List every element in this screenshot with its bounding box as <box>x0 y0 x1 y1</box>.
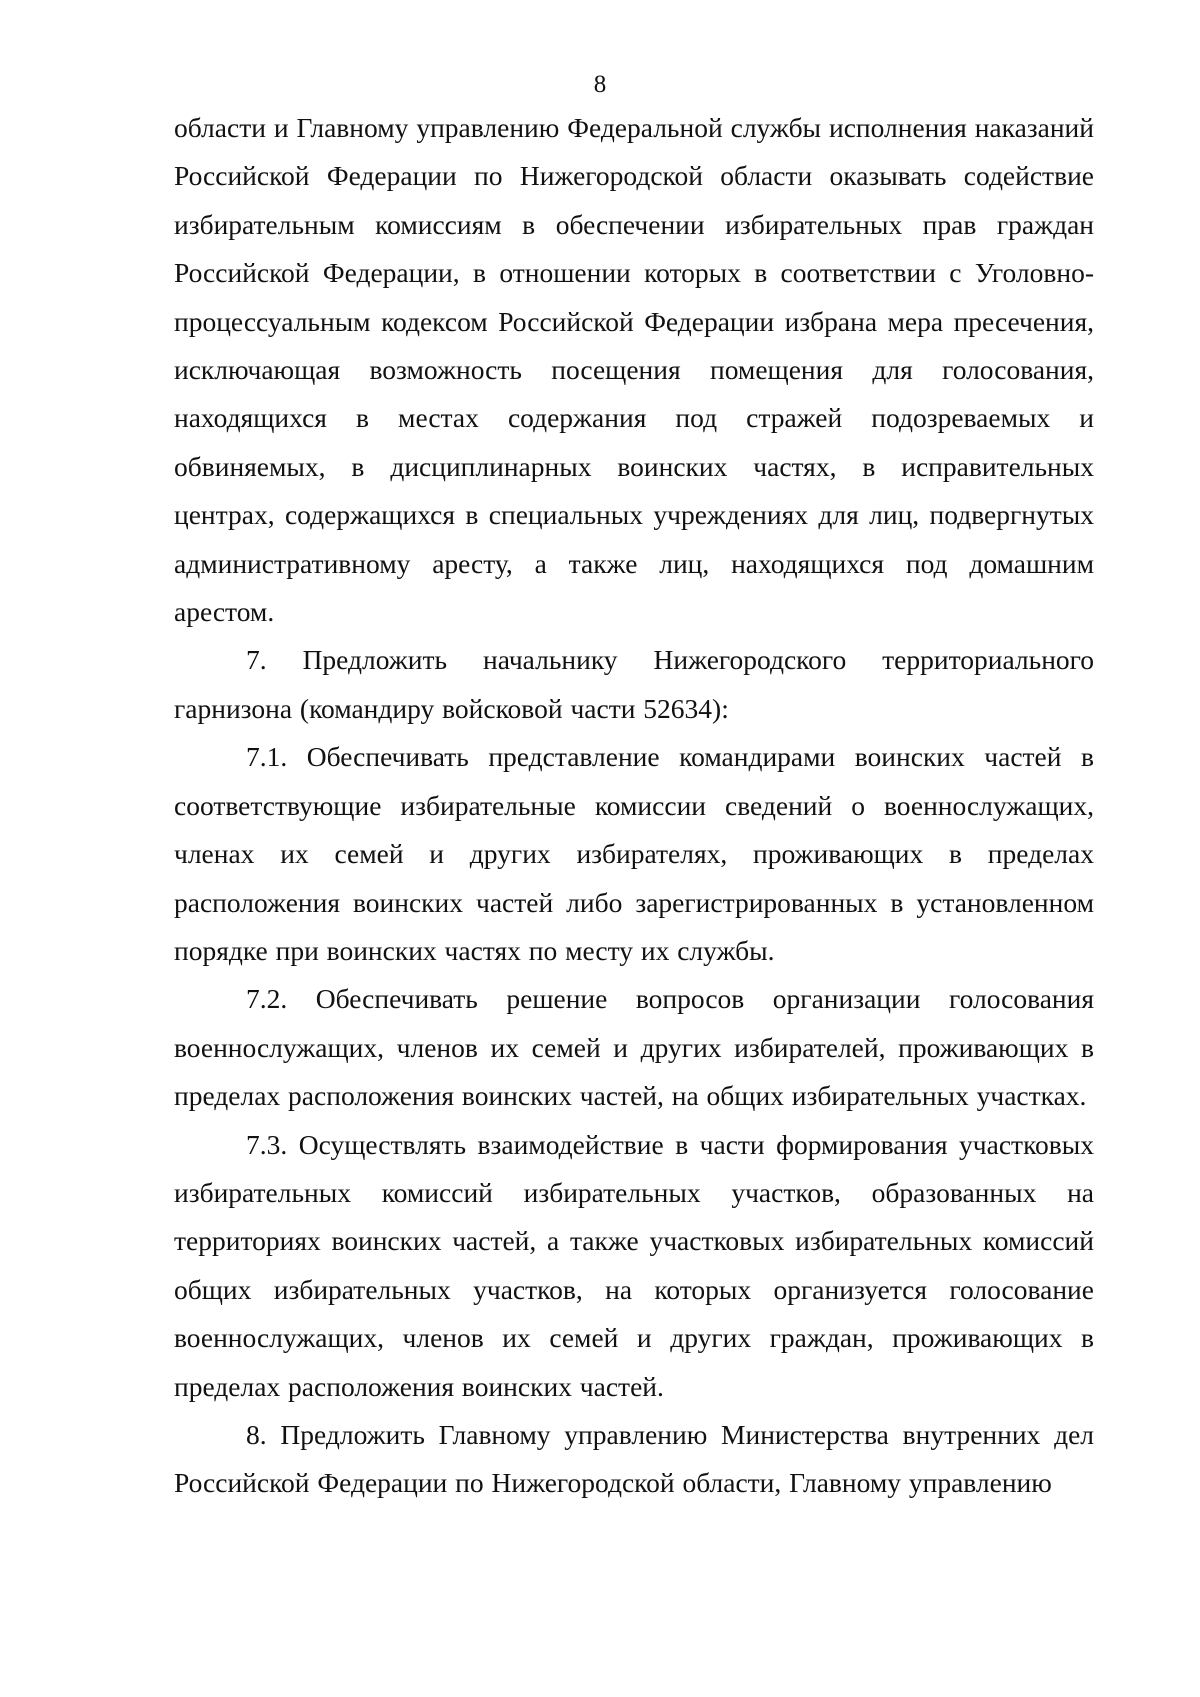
paragraph-item-7-1: 7.1. Обеспечивать представление командирами воинских частей в соответствующие избирательные комиссии сведений о военнослужащих, членах их семей и других избирателях, проживающих в пределах расположения воинских частей либо зарегистрированных в установленном порядке при воинских частях по месту их службы. <box>174 741 1094 966</box>
paragraph-item-7-3: 7.3. Осуществлять взаимодействие в части формирования участковых избирательных комиссий избирательных участков, образованных на территориях воинских частей, а также участковых избирательных комиссий общих избирательных участков, на которых организуется голосование военнослужащих, членов их семей и других граждан, проживающих в пределах расположения воинских частей. <box>174 1128 1094 1402</box>
document-body <box>174 104 1094 1508</box>
page-number: 8 <box>593 71 607 98</box>
paragraph-continuation: области и Главному управлению Федеральной службы исполнения наказаний Российской Федерации по Нижегородской области оказывать содействие избирательным комиссиям в обеспечении избирательных прав граждан Российской Федерации, в отношении которых в соответствии с Уголовно-процессуальным кодексом Российской Федерации избрана мера пресечения, исключающая возможность посещения помещения для голосования, находящихся в местах содержания под стражей подозреваемых и обвиняемых, в дисциплинарных воинских частях, в исправительных центрах, содержащихся в специальных учреждениях для лиц, подвергнутых административному аресту, а также лиц, находящихся под домашним арестом. <box>174 112 1094 628</box>
paragraph-item-8: 8. Предложить Главному управлению Министерства внутренних дел Российской Федерации по Нижегородской области, Главному управлению <box>174 1418 1094 1499</box>
paragraph-item-7-2: 7.2. Обеспечивать решение вопросов организации голосования военнослужащих, членов их семей и других избирателей, проживающих в пределах расположения воинских частей, на общих избирательных участках. <box>174 983 1094 1112</box>
paragraph-item-7: 7. Предложить начальнику Нижегородского территориального гарнизона (командиру войсковой части 52634): <box>174 644 1094 724</box>
